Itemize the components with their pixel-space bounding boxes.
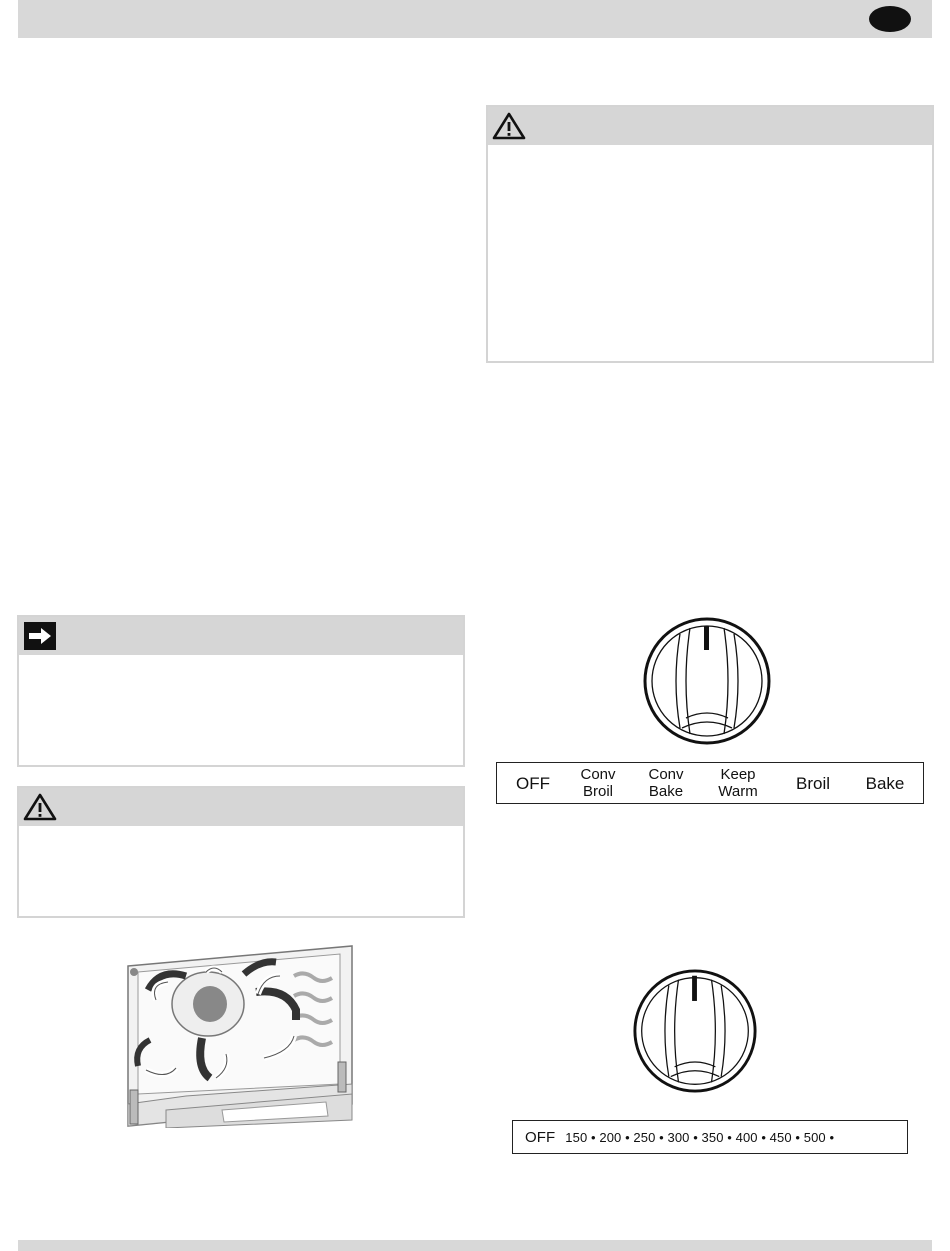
warning-triangle-icon [23, 792, 57, 822]
mode-label-bake: Bake [865, 773, 905, 793]
footer-bar [18, 1240, 932, 1251]
arrow-right-icon [23, 621, 57, 651]
note-box-header [19, 617, 463, 655]
temperature-label-strip [512, 1120, 908, 1154]
mode-label-strip [496, 762, 924, 804]
temperature-selector-knob [632, 968, 758, 1094]
mode-selector-knob [642, 616, 772, 746]
mode-label-keep-warm: Keep Warm [718, 766, 758, 800]
warning-triangle-icon [492, 111, 526, 141]
mode-label-conv-broil: Conv Broil [580, 766, 616, 800]
warning-box-header [19, 788, 463, 826]
note-box [17, 615, 465, 767]
temperature-label-off: OFF [525, 1128, 556, 1146]
oven-convection-airflow-illustration [126, 944, 360, 1128]
warning-box-header [488, 107, 932, 145]
language-badge [869, 6, 911, 32]
warning-box-bottom [17, 786, 465, 918]
header-bar [18, 0, 932, 38]
temperature-scale: 150 • 200 • 250 • 300 • 350 • 400 • 450 • 500 • [565, 1129, 835, 1145]
warning-box-top [486, 105, 934, 363]
mode-label-conv-bake: Conv Bake [648, 766, 684, 800]
mode-label-broil: Broil [795, 773, 830, 793]
mode-label-off: OFF [516, 773, 550, 793]
